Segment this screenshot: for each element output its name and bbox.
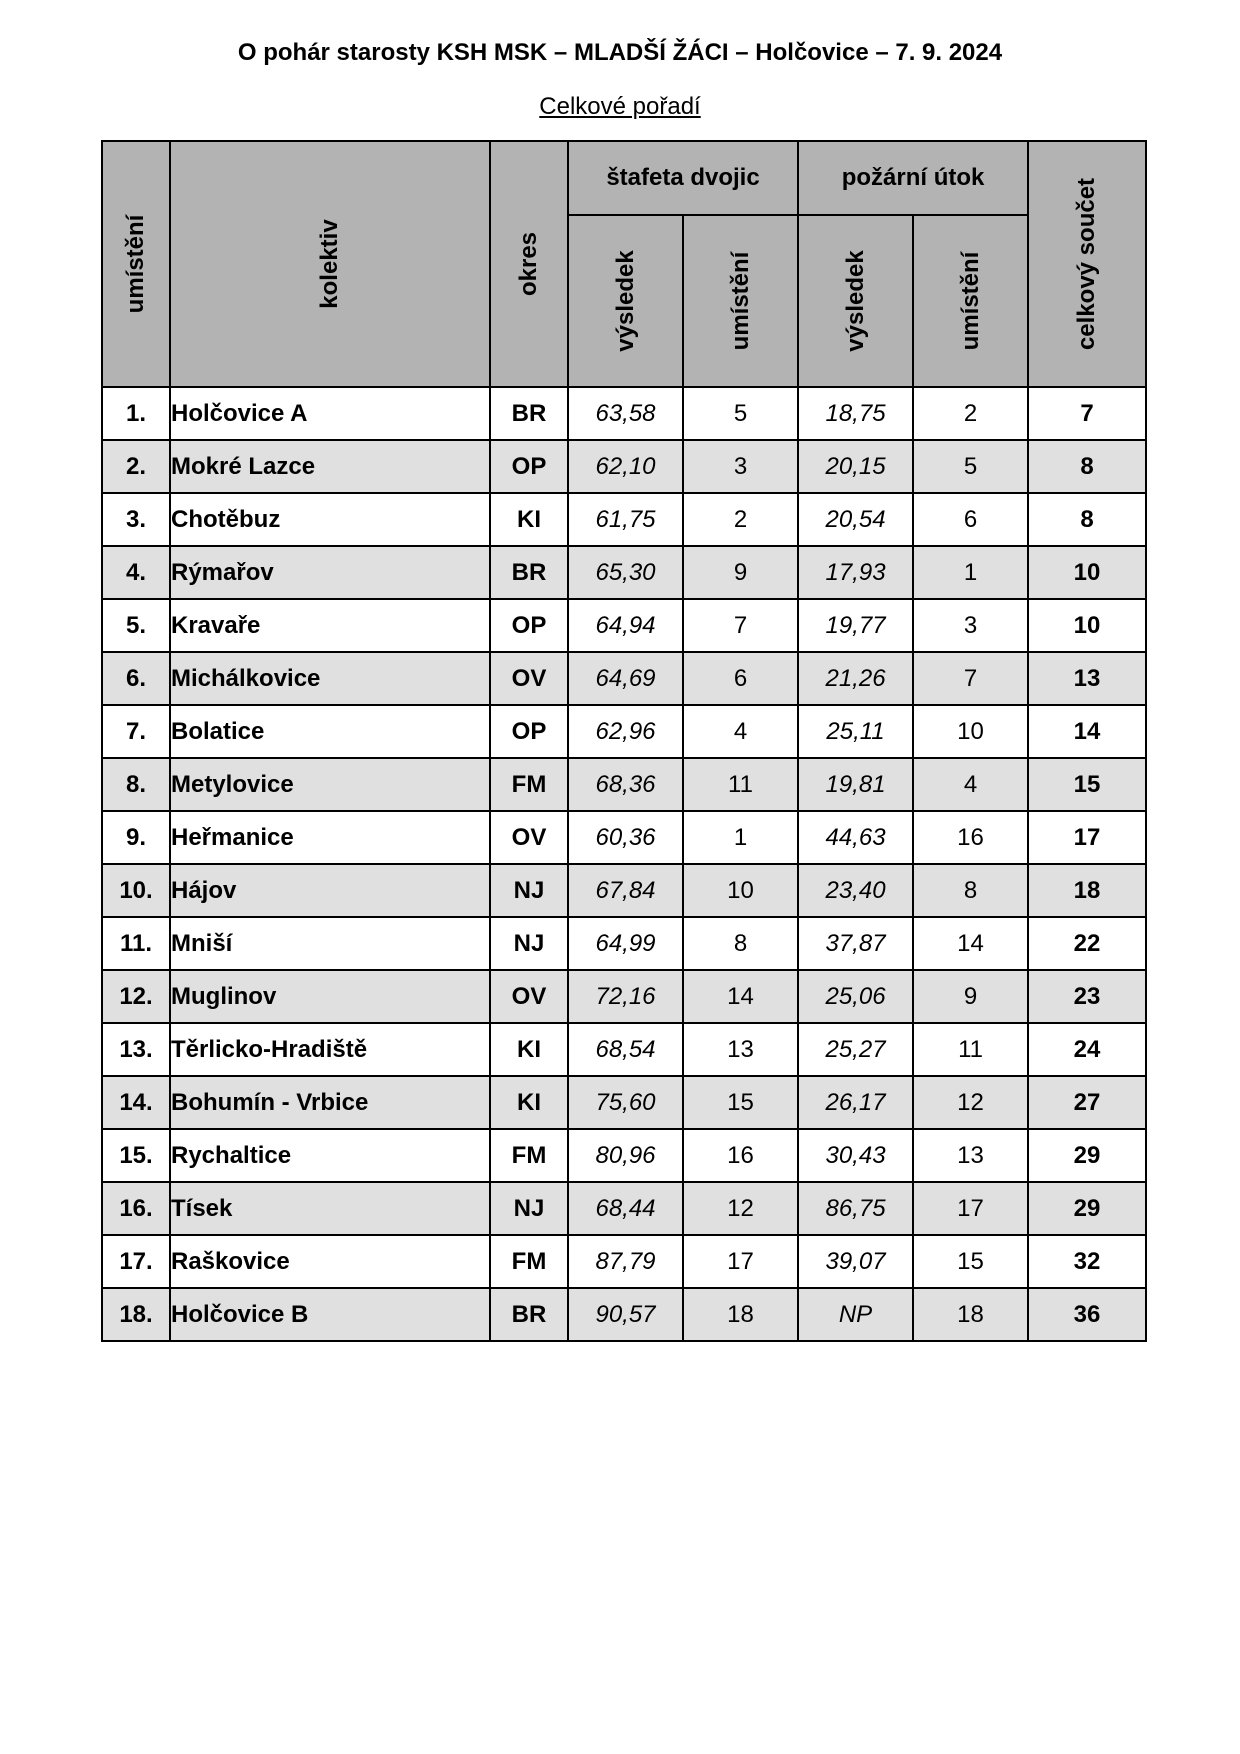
table-row — [102, 652, 1146, 705]
rank-cell: 4. — [102, 546, 170, 599]
stafeta-place-cell: 18 — [683, 1288, 798, 1341]
okres-cell: NJ — [490, 917, 568, 970]
results-table — [101, 140, 1147, 1342]
rank-cell: 9. — [102, 811, 170, 864]
utok-result-cell: 19,81 — [798, 758, 913, 811]
total-cell: 29 — [1028, 1182, 1146, 1235]
rank-cell: 5. — [102, 599, 170, 652]
okres-cell: FM — [490, 1235, 568, 1288]
utok-result-cell: 86,75 — [798, 1182, 913, 1235]
stafeta-result-cell: 68,36 — [568, 758, 683, 811]
header-stafeta-umisteni-label: umístění — [726, 251, 754, 351]
table-body — [102, 387, 1146, 1341]
stafeta-result-cell: 87,79 — [568, 1235, 683, 1288]
rank-cell: 10. — [102, 864, 170, 917]
stafeta-place-cell: 10 — [683, 864, 798, 917]
stafeta-place-cell: 11 — [683, 758, 798, 811]
total-cell: 13 — [1028, 652, 1146, 705]
utok-result-cell: 18,75 — [798, 387, 913, 440]
table-row — [102, 387, 1146, 440]
team-cell: Hájov — [170, 864, 490, 917]
utok-place-cell: 7 — [913, 652, 1028, 705]
total-cell: 29 — [1028, 1129, 1146, 1182]
header-stafeta-dvojic: štafeta dvojic — [568, 141, 798, 215]
stafeta-result-cell: 68,54 — [568, 1023, 683, 1076]
stafeta-place-cell: 9 — [683, 546, 798, 599]
table-row — [102, 811, 1146, 864]
total-cell: 24 — [1028, 1023, 1146, 1076]
utok-result-cell: 21,26 — [798, 652, 913, 705]
total-cell: 14 — [1028, 705, 1146, 758]
total-cell: 7 — [1028, 387, 1146, 440]
rank-cell: 1. — [102, 387, 170, 440]
stafeta-result-cell: 65,30 — [568, 546, 683, 599]
team-cell: Metylovice — [170, 758, 490, 811]
header-utok-vysledek — [798, 215, 913, 387]
total-cell: 8 — [1028, 440, 1146, 493]
table-row — [102, 1235, 1146, 1288]
team-cell: Mokré Lazce — [170, 440, 490, 493]
stafeta-place-cell: 16 — [683, 1129, 798, 1182]
table-row — [102, 599, 1146, 652]
utok-place-cell: 14 — [913, 917, 1028, 970]
rank-cell: 17. — [102, 1235, 170, 1288]
team-cell: Rychaltice — [170, 1129, 490, 1182]
stafeta-result-cell: 61,75 — [568, 493, 683, 546]
utok-place-cell: 3 — [913, 599, 1028, 652]
header-celkovy-soucet — [1028, 141, 1146, 387]
total-cell: 32 — [1028, 1235, 1146, 1288]
utok-result-cell: NP — [798, 1288, 913, 1341]
header-kolektiv — [170, 141, 490, 387]
utok-place-cell: 5 — [913, 440, 1028, 493]
okres-cell: OV — [490, 811, 568, 864]
okres-cell: KI — [490, 1076, 568, 1129]
total-cell: 36 — [1028, 1288, 1146, 1341]
okres-cell: BR — [490, 1288, 568, 1341]
stafeta-result-cell: 63,58 — [568, 387, 683, 440]
table-row — [102, 546, 1146, 599]
team-cell: Raškovice — [170, 1235, 490, 1288]
utok-place-cell: 16 — [913, 811, 1028, 864]
utok-result-cell: 25,11 — [798, 705, 913, 758]
stafeta-place-cell: 8 — [683, 917, 798, 970]
okres-cell: KI — [490, 1023, 568, 1076]
stafeta-result-cell: 90,57 — [568, 1288, 683, 1341]
total-cell: 10 — [1028, 599, 1146, 652]
rank-cell: 16. — [102, 1182, 170, 1235]
total-cell: 22 — [1028, 917, 1146, 970]
utok-result-cell: 20,54 — [798, 493, 913, 546]
total-cell: 10 — [1028, 546, 1146, 599]
header-stafeta-umisteni — [683, 215, 798, 387]
header-utok-vysledek-label: výsledek — [841, 250, 869, 352]
rank-cell: 2. — [102, 440, 170, 493]
rank-cell: 8. — [102, 758, 170, 811]
utok-place-cell: 9 — [913, 970, 1028, 1023]
team-cell: Bohumín - Vrbice — [170, 1076, 490, 1129]
okres-cell: BR — [490, 387, 568, 440]
stafeta-result-cell: 64,99 — [568, 917, 683, 970]
total-cell: 17 — [1028, 811, 1146, 864]
table-row — [102, 917, 1146, 970]
okres-cell: KI — [490, 493, 568, 546]
table-row — [102, 864, 1146, 917]
utok-result-cell: 37,87 — [798, 917, 913, 970]
rank-cell: 18. — [102, 1288, 170, 1341]
utok-result-cell: 25,06 — [798, 970, 913, 1023]
header-utok-umisteni-label: umístění — [956, 251, 984, 351]
utok-result-cell: 44,63 — [798, 811, 913, 864]
stafeta-place-cell: 12 — [683, 1182, 798, 1235]
utok-place-cell: 1 — [913, 546, 1028, 599]
team-cell: Muglinov — [170, 970, 490, 1023]
header-stafeta-vysledek — [568, 215, 683, 387]
rank-cell: 15. — [102, 1129, 170, 1182]
okres-cell: NJ — [490, 1182, 568, 1235]
utok-place-cell: 6 — [913, 493, 1028, 546]
table-row — [102, 1023, 1146, 1076]
stafeta-result-cell: 80,96 — [568, 1129, 683, 1182]
header-okres-label: okres — [515, 231, 542, 297]
stafeta-place-cell: 15 — [683, 1076, 798, 1129]
stafeta-place-cell: 3 — [683, 440, 798, 493]
stafeta-place-cell: 13 — [683, 1023, 798, 1076]
team-cell: Kravaře — [170, 599, 490, 652]
stafeta-place-cell: 1 — [683, 811, 798, 864]
total-cell: 27 — [1028, 1076, 1146, 1129]
utok-place-cell: 18 — [913, 1288, 1028, 1341]
utok-place-cell: 4 — [913, 758, 1028, 811]
table-row — [102, 758, 1146, 811]
rank-cell: 6. — [102, 652, 170, 705]
subtitle-text: Celkové pořadí — [539, 93, 701, 120]
utok-place-cell: 10 — [913, 705, 1028, 758]
total-cell: 8 — [1028, 493, 1146, 546]
team-cell: Heřmanice — [170, 811, 490, 864]
header-utok-umisteni — [913, 215, 1028, 387]
utok-result-cell: 39,07 — [798, 1235, 913, 1288]
team-cell: Holčovice B — [170, 1288, 490, 1341]
utok-place-cell: 12 — [913, 1076, 1028, 1129]
utok-result-cell: 30,43 — [798, 1129, 913, 1182]
rank-cell: 7. — [102, 705, 170, 758]
team-cell: Rýmařov — [170, 546, 490, 599]
total-cell: 15 — [1028, 758, 1146, 811]
rank-cell: 14. — [102, 1076, 170, 1129]
stafeta-place-cell: 6 — [683, 652, 798, 705]
header-umisteni — [102, 141, 170, 387]
utok-place-cell: 13 — [913, 1129, 1028, 1182]
table-row — [102, 1076, 1146, 1129]
table-row — [102, 493, 1146, 546]
stafeta-place-cell: 17 — [683, 1235, 798, 1288]
stafeta-place-cell: 14 — [683, 970, 798, 1023]
table-row — [102, 970, 1146, 1023]
team-cell: Tísek — [170, 1182, 490, 1235]
okres-cell: OP — [490, 599, 568, 652]
stafeta-result-cell: 64,94 — [568, 599, 683, 652]
utok-result-cell: 17,93 — [798, 546, 913, 599]
total-cell: 23 — [1028, 970, 1146, 1023]
total-cell: 18 — [1028, 864, 1146, 917]
table-row — [102, 1288, 1146, 1341]
stafeta-result-cell: 62,96 — [568, 705, 683, 758]
stafeta-result-cell: 62,10 — [568, 440, 683, 493]
utok-result-cell: 25,27 — [798, 1023, 913, 1076]
header-pozarni-utok: požární útok — [798, 141, 1028, 215]
header-celkovy-soucet-label: celkový součet — [1073, 177, 1101, 351]
team-cell: Holčovice A — [170, 387, 490, 440]
okres-cell: BR — [490, 546, 568, 599]
table-header — [102, 141, 1146, 387]
team-cell: Chotěbuz — [170, 493, 490, 546]
team-cell: Těrlicko-Hradiště — [170, 1023, 490, 1076]
team-cell: Bolatice — [170, 705, 490, 758]
stafeta-result-cell: 64,69 — [568, 652, 683, 705]
header-kolektiv-label: kolektiv — [316, 219, 343, 309]
okres-cell: FM — [490, 1129, 568, 1182]
stafeta-place-cell: 4 — [683, 705, 798, 758]
stafeta-place-cell: 2 — [683, 493, 798, 546]
okres-cell: OV — [490, 652, 568, 705]
stafeta-result-cell: 67,84 — [568, 864, 683, 917]
table-row — [102, 705, 1146, 758]
header-umisteni-label: umístění — [122, 214, 149, 314]
utok-place-cell: 11 — [913, 1023, 1028, 1076]
stafeta-result-cell: 60,36 — [568, 811, 683, 864]
table-row — [102, 440, 1146, 493]
team-cell: Michálkovice — [170, 652, 490, 705]
okres-cell: OV — [490, 970, 568, 1023]
team-cell: Mniší — [170, 917, 490, 970]
utok-result-cell: 19,77 — [798, 599, 913, 652]
stafeta-result-cell: 72,16 — [568, 970, 683, 1023]
rank-cell: 3. — [102, 493, 170, 546]
utok-place-cell: 2 — [913, 387, 1028, 440]
okres-cell: OP — [490, 440, 568, 493]
utok-result-cell: 23,40 — [798, 864, 913, 917]
document-title: O pohár starosty KSH MSK – MLADŠÍ ŽÁCI – Holčovice – 7. 9. 2024 — [237, 39, 1003, 66]
rank-cell: 12. — [102, 970, 170, 1023]
header-stafeta-vysledek-label: výsledek — [611, 250, 639, 352]
table-row — [102, 1182, 1146, 1235]
table-row — [102, 1129, 1146, 1182]
utok-result-cell: 26,17 — [798, 1076, 913, 1129]
rank-cell: 13. — [102, 1023, 170, 1076]
rank-cell: 11. — [102, 917, 170, 970]
okres-cell: FM — [490, 758, 568, 811]
document-subtitle — [0, 92, 1240, 122]
utok-place-cell: 8 — [913, 864, 1028, 917]
utok-result-cell: 20,15 — [798, 440, 913, 493]
stafeta-place-cell: 5 — [683, 387, 798, 440]
stafeta-place-cell: 7 — [683, 599, 798, 652]
stafeta-result-cell: 68,44 — [568, 1182, 683, 1235]
header-okres — [490, 141, 568, 387]
utok-place-cell: 15 — [913, 1235, 1028, 1288]
stafeta-result-cell: 75,60 — [568, 1076, 683, 1129]
okres-cell: NJ — [490, 864, 568, 917]
utok-place-cell: 17 — [913, 1182, 1028, 1235]
okres-cell: OP — [490, 705, 568, 758]
